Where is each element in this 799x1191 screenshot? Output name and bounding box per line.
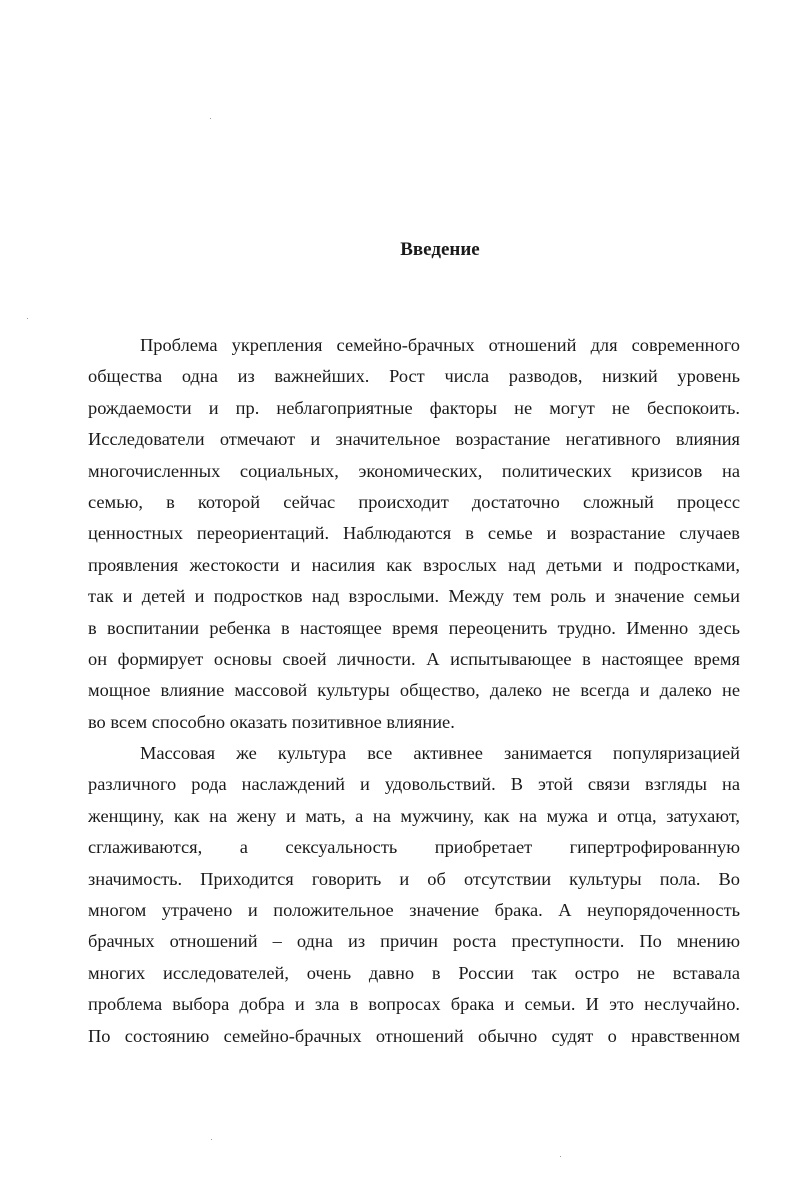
text-line: По состоянию семейно-брачных отношений обычно судят о нравственном: [88, 1025, 740, 1046]
text-line: так и детей и подростков над взрослыми. Между тем роль и значение семьи: [88, 586, 740, 607]
text-line: различного рода наслаждений и удовольствий. В этой связи взгляды на: [88, 774, 740, 795]
text-line: общества одна из важнейших. Рост числа разводов, низкий уровень: [88, 366, 740, 387]
text-line: в воспитании ребенка в настоящее время переоценить трудно. Именно здесь: [88, 617, 740, 638]
text-line: проявления жестокости и насилия как взрослых над детьми и подростками,: [88, 554, 740, 575]
text-line: проблема выбора добра и зла в вопросах брака и семьи. И это неслучайно.: [88, 994, 740, 1015]
text-line: во всем способно оказать позитивное влияние.: [88, 711, 455, 732]
text-line: ценностных переориентаций. Наблюдаются в семье и возрастание случаев: [88, 523, 740, 544]
scan-speck: [211, 1139, 212, 1140]
text-line: мощное влияние массовой культуры общество, далеко не всегда и далеко не: [88, 680, 740, 701]
text-line: Массовая же культура все активнее занимается популяризацией: [140, 743, 740, 764]
text-line: рождаемости и пр. неблагоприятные факторы не могут не беспокоить.: [88, 397, 740, 418]
text-line: женщину, как на жену и мать, а на мужчину, как на мужа и отца, затухают,: [88, 805, 740, 826]
text-line: Проблема укрепления семейно-брачных отношений для современного: [140, 335, 740, 355]
text-line: многочисленных социальных, экономических, политических кризисов на: [88, 460, 740, 481]
text-line: он формирует основы своей личности. А испытывающее в настоящее время: [88, 648, 740, 669]
text-line: семью, в которой сейчас происходит достаточно сложный процесс: [88, 491, 740, 512]
body-text: [88, 330, 740, 1052]
scan-speck: [560, 1156, 561, 1157]
paragraph: [88, 738, 740, 1052]
scan-speck: [27, 318, 28, 319]
text-line: сглаживаются, а сексуальность приобретает гипертрофированную: [88, 837, 740, 858]
text-line: Исследователи отмечают и значительное возрастание негативного влияния: [88, 429, 740, 450]
text-line: многих исследователей, очень давно в России так остро не вставала: [88, 962, 740, 983]
text-line: многом утрачено и положительное значение брака. А неупорядоченность: [88, 900, 740, 921]
page-title: Введение: [400, 239, 480, 260]
scan-speck: [210, 118, 211, 119]
text-line: брачных отношений – одна из причин роста преступности. По мнению: [88, 931, 740, 952]
text-line: значимость. Приходится говорить и об отсутствии культуры пола. Во: [88, 868, 740, 889]
paragraph: [88, 330, 740, 738]
